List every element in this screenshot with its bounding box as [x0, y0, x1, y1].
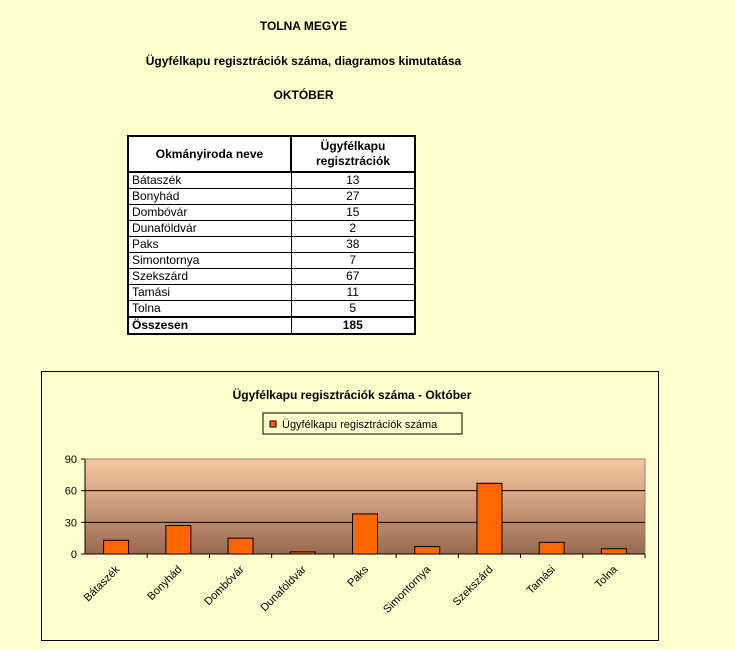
office-name: Bátaszék — [128, 172, 291, 189]
y-tick-label: 30 — [64, 517, 77, 530]
office-name: Tolna — [128, 301, 291, 318]
registration-count: 2 — [291, 221, 415, 237]
x-tick-label: Paks — [345, 563, 372, 590]
office-name: Paks — [128, 237, 291, 253]
x-tick-label: Dunaföldvár — [258, 563, 309, 615]
table-row — [128, 205, 415, 221]
x-tick-label: Tolna — [592, 563, 621, 591]
column-header-office: Okmányiroda neve — [128, 136, 291, 172]
bar-4 — [290, 552, 315, 554]
total-row — [128, 317, 415, 334]
registration-count: 7 — [291, 253, 415, 269]
table-row — [128, 285, 415, 301]
registration-count: 27 — [291, 189, 415, 205]
registration-count: 5 — [291, 301, 415, 318]
office-name: Szekszárd — [128, 269, 291, 285]
bar-6 — [415, 547, 440, 554]
month-title: OKTÓBER — [273, 88, 334, 102]
report-subtitle: Ügyfélkapu regisztrációk száma, diagramos kimutatása — [145, 54, 462, 68]
bar-3 — [228, 538, 253, 554]
registration-count: 15 — [291, 205, 415, 221]
chart-title: Ügyfélkapu regisztrációk száma - Október — [232, 388, 472, 402]
y-tick-label: 90 — [64, 454, 77, 466]
office-name: Dombóvár — [128, 205, 291, 221]
bar-5 — [353, 514, 378, 554]
table-row — [128, 237, 415, 253]
registration-count: 38 — [291, 237, 415, 253]
office-name: Bonyhád — [128, 189, 291, 205]
bar-8 — [539, 542, 564, 554]
county-title: TOLNA MEGYE — [259, 19, 348, 33]
registration-count: 67 — [291, 269, 415, 285]
bar-9 — [601, 549, 626, 554]
office-name: Simontornya — [128, 253, 291, 269]
registrations-table — [127, 135, 416, 335]
y-tick-label: 60 — [64, 485, 77, 498]
chart-area[interactable] — [41, 371, 659, 641]
table-row — [128, 189, 415, 205]
registration-count: 11 — [291, 285, 415, 301]
plot-area — [65, 454, 645, 616]
table-row — [128, 269, 415, 285]
legend-label: Ügyfélkapu regisztrációk száma — [282, 419, 438, 431]
legend-swatch — [270, 421, 276, 427]
bar-chart — [42, 372, 658, 640]
bar-7 — [477, 483, 502, 554]
bar-2 — [166, 526, 191, 555]
table-row — [128, 221, 415, 237]
table-row — [128, 253, 415, 269]
x-tick-label: Bátaszék — [81, 563, 123, 605]
x-tick-label: Dombóvár — [202, 563, 247, 609]
chart-legend — [263, 413, 462, 434]
total-value: 185 — [291, 317, 415, 334]
column-header-registrations: Ügyfélkapu regisztrációk — [291, 136, 415, 172]
x-tick-label: Tamási — [524, 563, 558, 597]
office-name: Dunaföldvár — [128, 221, 291, 237]
y-tick-label: 0 — [70, 549, 77, 561]
office-name: Tamási — [128, 285, 291, 301]
registration-count: 13 — [291, 172, 415, 189]
x-tick-label: Szekszárd — [450, 563, 496, 609]
x-tick-label: Bonyhád — [145, 563, 185, 603]
bar-1 — [104, 540, 129, 554]
total-label: Összesen — [128, 317, 291, 334]
table-row — [128, 301, 415, 318]
table-row — [128, 172, 415, 189]
x-tick-label: Simontornya — [381, 563, 434, 616]
table-header-row — [128, 136, 415, 172]
